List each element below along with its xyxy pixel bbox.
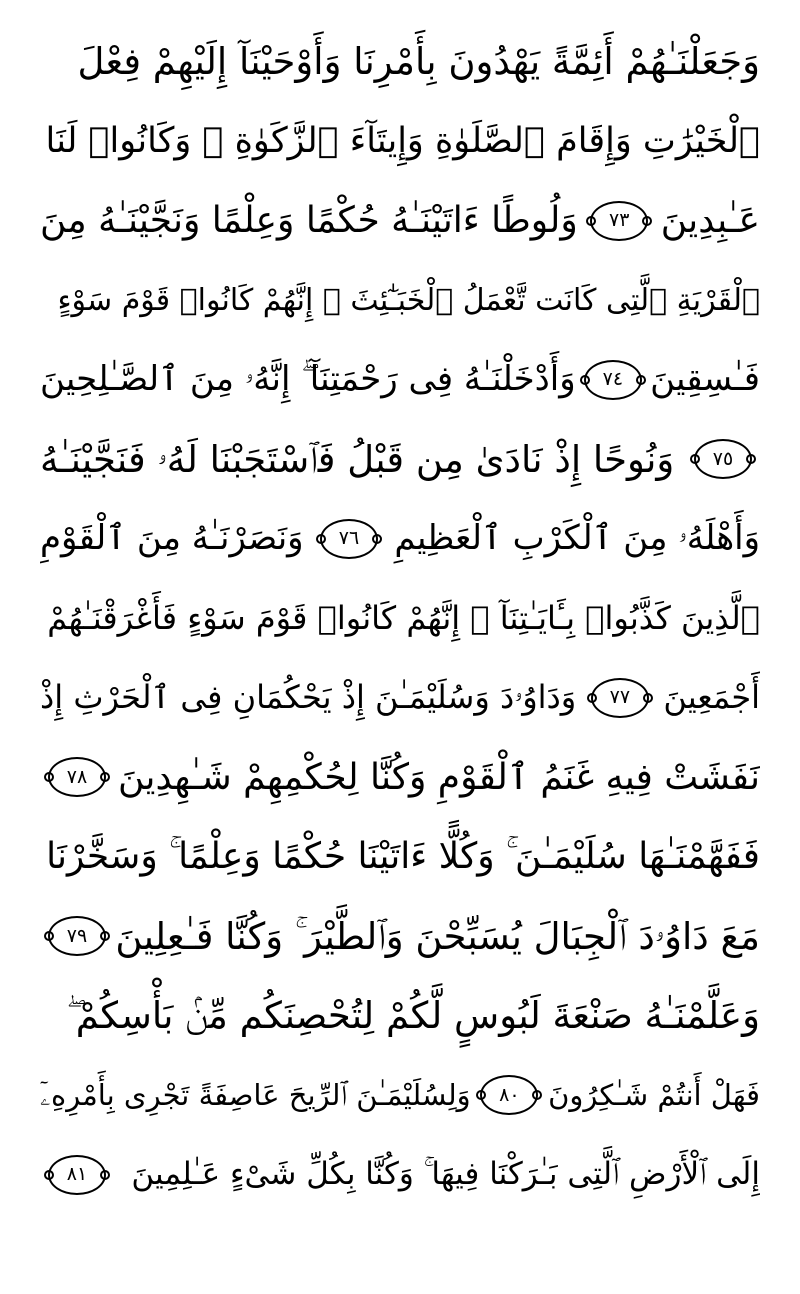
ayah-number-marker: ٧٥ [694, 439, 752, 479]
verse-text: وَأَهْلَهُۥ مِنَ ٱلْكَرْبِ ٱلْعَظِيمِ [394, 518, 760, 558]
text-line-4 [40, 261, 760, 341]
text-line-12 [40, 897, 760, 977]
ayah-number-marker: ٧٦ [320, 519, 378, 559]
text-line-3 [40, 181, 760, 261]
text-line-9 [40, 658, 760, 738]
verse-text: فَـٰسِقِينَ [650, 359, 760, 399]
text-line-2 [40, 102, 760, 182]
ayah-number-marker: ٨٠ [480, 1075, 538, 1115]
ayah-number-marker: ٧٨ [48, 757, 106, 797]
text-line-10 [40, 738, 760, 818]
verse-text: نَفَشَتْ فِيهِ غَنَمُ ٱلْقَوْمِ وَكُنَّا لِحُكْمِهِمْ شَـٰهِدِينَ [118, 756, 760, 798]
verse-text: مَعَ دَاوُۥدَ ٱلْجِبَالَ يُسَبِّحْنَ وَٱلطَّيْرَ ۚ وَكُنَّا فَـٰعِلِينَ [115, 914, 760, 958]
ayah-number-marker: ٧٣ [590, 201, 648, 241]
verse-text: ٱلْقَرْيَةِ ٱلَّتِى كَانَت تَّعْمَلُ ٱلْخَبَـٰٓئِثَ ۗ إِنَّهُمْ كَانُوا۟ قَوْمَ سَوْءٍ [57, 282, 760, 318]
verse-text: فَهَلْ أَنتُمْ شَـٰكِرُونَ [548, 1077, 760, 1112]
text-line-1 [40, 22, 760, 102]
ayah-number-marker: ٧٩ [48, 916, 106, 956]
verse-text: فَفَهَّمْنَـٰهَا سُلَيْمَـٰنَ ۚ وَكُلًّا ءَاتَيْنَا حُكْمًا وَعِلْمًا ۚ وَسَخَّرْنَا [46, 836, 760, 877]
ayah-number-marker: ٨١ [48, 1155, 106, 1195]
verse-text: أَجْمَعِينَ [663, 678, 760, 716]
verse-text: ٱلَّذِينَ كَذَّبُوا۟ بِـَٔايَـٰتِنَآ ۚ إِنَّهُمْ كَانُوا۟ قَوْمَ سَوْءٍ فَأَغْرَقْنَـٰهُمْ [47, 598, 760, 637]
verse-text: وَعَلَّمْنَـٰهُ صَنْعَةَ لَبُوسٍ لَّكُمْ لِتُحْصِنَكُم مِّنۢ بَأْسِكُمْ ۖ [66, 994, 760, 1037]
text-line-13 [40, 976, 760, 1056]
text-line-15 [40, 1135, 760, 1215]
verse-text: وَنَصَرْنَـٰهُ مِنَ ٱلْقَوْمِ [40, 518, 304, 558]
verse-text: وَلِسُلَيْمَـٰنَ ٱلرِّيحَ عَاصِفَةً تَجْرِى بِأَمْرِهِۦٓ [40, 1077, 471, 1112]
verse-text: وَأَدْخَلْنَـٰهُ فِى رَحْمَتِنَآ ۖ إِنَّهُۥ مِنَ ٱلصَّـٰلِحِينَ [40, 359, 576, 399]
verse-text: ٱلْخَيْرَٰتِ وَإِقَامَ ٱلصَّلَوٰةِ وَإِيتَآءَ ٱلزَّكَوٰةِ ۖ وَكَانُوا۟ لَنَا [45, 120, 760, 161]
text-line-14 [40, 1056, 760, 1136]
ayah-number-marker: ٧٧ [591, 678, 649, 718]
verse-text: وَدَاوُۥدَ وَسُلَيْمَـٰنَ إِذْ يَحْكُمَانِ فِى ٱلْحَرْثِ إِذْ [40, 678, 577, 716]
text-line-7 [40, 499, 760, 579]
text-line-5 [40, 340, 760, 420]
verse-text: وَنُوحًا إِذْ نَادَىٰ مِن قَبْلُ فَٱسْتَجَبْنَا لَهُۥ فَنَجَّيْنَـٰهُ [40, 437, 675, 481]
verse-text: إِلَى ٱلْأَرْضِ ٱلَّتِى بَـٰرَكْنَا فِيهَا ۚ وَكُنَّا بِكُلِّ شَىْءٍ عَـٰلِمِينَ [131, 1156, 760, 1192]
verse-text: عَـٰبِدِينَ [660, 200, 760, 241]
text-line-6 [40, 420, 760, 500]
ayah-number-marker: ٧٤ [584, 360, 642, 400]
verse-text: وَجَعَلْنَـٰهُمْ أَئِمَّةً يَهْدُونَ بِأَمْرِنَا وَأَوْحَيْنَآ إِلَيْهِمْ فِعْلَ [77, 40, 760, 83]
verse-text: وَلُوطًا ءَاتَيْنَـٰهُ حُكْمًا وَعِلْمًا وَنَجَّيْنَـٰهُ مِنَ [40, 200, 578, 241]
text-line-8 [40, 579, 760, 659]
text-line-11 [40, 817, 760, 897]
